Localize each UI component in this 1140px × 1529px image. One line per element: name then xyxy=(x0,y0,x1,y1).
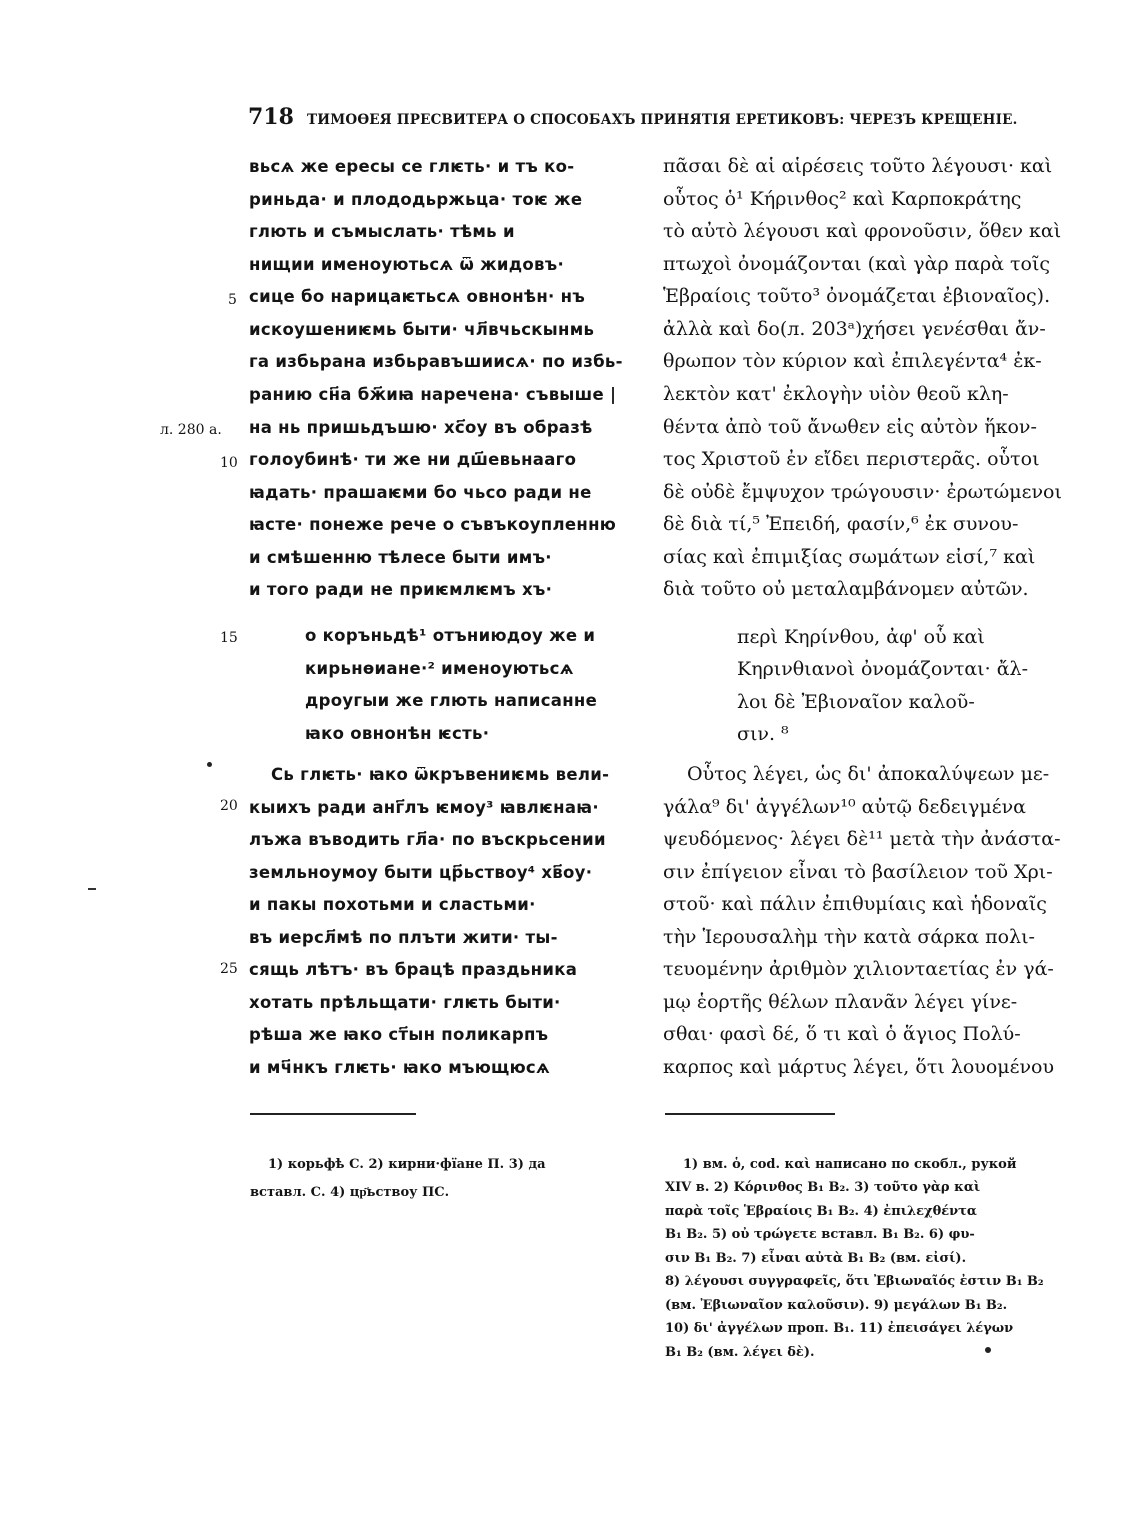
text-line: καρπος καὶ μάρτυς λέγει, ὅτι λουομένου xyxy=(663,1056,1055,1078)
text-line: рѣша же ꙗко ст҃ын поликарпъ xyxy=(249,1025,549,1044)
scan-speck xyxy=(985,1347,991,1353)
text-line: и того ради не приѥмлѥмъ хъ· xyxy=(249,580,553,599)
text-line: сящь лѣтъ· въ брацѣ праздьника xyxy=(249,960,578,979)
text-line: голоубинѣ· ти же ни дш҃евьнааго xyxy=(249,450,577,469)
footnote-line: 1) вм. ὁ, cod. καὶ написано по скобл., рукой xyxy=(683,1157,1017,1172)
text-line: нищии именоуютьсѧ ѿ жидовъ· xyxy=(249,255,565,274)
footnote-line: B₁ B₂. 5) οὐ τρώγετε вставл. B₁ B₂. 6) φυ- xyxy=(665,1227,975,1242)
text-line: вьсѧ же ересы се глѥть· и тъ ко- xyxy=(249,157,575,176)
text-line: δὲ οὐδὲ ἔμψυχον τρώγουσιν· ἐρωτώμενοι xyxy=(663,481,1062,503)
slavonic-column xyxy=(249,157,641,1077)
text-line: ꙗдать· прашаѥми бо чьсо ради не xyxy=(249,483,592,502)
text-line: риньда· и плододьржьца· тоѥ же xyxy=(249,190,583,209)
text-line: ранию сн҃а бж҃иꙗ наречена· съвыше | xyxy=(249,385,617,404)
text-line: на нь пришьдъшю· хс҃оу въ образѣ xyxy=(249,418,593,437)
indent-line: λοι δὲ Ἐβιοναῖον καλοῦ- xyxy=(737,691,975,713)
text-line: θέντα ἀπὸ τοῦ ἄνωθεν εἰς αὐτὸν ἥκον- xyxy=(663,416,1037,438)
footnote-line: вставл. С. 4) цр҃ьствоу ПС. xyxy=(250,1185,450,1200)
indent-line: о коръньдѣ¹ отъниюдоу же и xyxy=(305,626,596,645)
text-line: τὴν Ἱερουσαλὴμ τὴν κατὰ σάρκα πολι- xyxy=(663,926,1035,948)
text-line: га избьрана избьравъшиисѧ· по избь- xyxy=(249,352,623,371)
greek-column xyxy=(663,155,1063,1078)
footnote-line: 8) λέγουσι συγγραφεῖς, ὅτι Ἐβιωναῖός ἐστιν B₁ B₂ xyxy=(665,1274,1044,1289)
footnote-line: 10) δι' ἀγγέλων проп. B₁. 11) ἐπεισάγει λέγων xyxy=(665,1321,1014,1336)
text-line: искоушениѥмь быти· чл҃вчьскынмь xyxy=(249,320,595,339)
text-line: στοῦ· καὶ πάλιν ἐπιθυμίαις καὶ ἡδοναῖς xyxy=(663,893,1047,915)
footnote-line: B₁ B₂ (вм. λέγει δὲ). xyxy=(665,1345,815,1360)
text-line: τὸ αὐτὸ λέγουσι καὶ φρονοῦσιν, ὅθεν καὶ xyxy=(663,220,1062,242)
text-line: πᾶσαι δὲ αἱ αἱρέσεις τοῦτο λέγουσι· καὶ xyxy=(663,155,1053,177)
text-line: τος Χριστοῦ ἐν εἴδει περιστερᾶς. οὗτοι xyxy=(663,448,1040,470)
indent-line: ꙗко овнонѣн ѥсть· xyxy=(305,724,490,743)
footnote-line: παρὰ τοῖς Ἑβραίοις B₁ B₂. 4) ἐπιλεχθέντα xyxy=(665,1204,977,1219)
text-line: и мч҃нкъ глѥть· ꙗко мъющюсѧ xyxy=(249,1058,551,1077)
line-number: 15 xyxy=(220,630,238,646)
text-line: δὲ διὰ τί,⁵ Ἐπειδή, φασίν,⁶ ἐκ συνου- xyxy=(663,513,1019,535)
indent-line: кирьнѳиане·² именоуютьсѧ xyxy=(305,659,574,678)
text-line: и пакы похотьми и сластьми· xyxy=(249,895,536,914)
text-line: ψευδόμενος· λέγει δὲ¹¹ μετὰ τὴν ἀνάστα- xyxy=(663,828,1061,850)
indent-line: περὶ Κηρίνθου, ἀφ' οὗ καὶ xyxy=(737,626,985,648)
indent-line: дроугыи же глють написанне xyxy=(305,691,598,710)
text-line: и смѣшенню тѣлесе быти имъ· xyxy=(249,548,552,567)
running-title: ТИМОѲЕЯ ПРЕСВИТЕРА О СПОСОБАХЪ ПРИНЯТІЯ ЕРЕТИКОВЪ: ЧЕРЕЗЪ КРЕЩЕНІЕ. xyxy=(307,112,1018,128)
indent-line: Κηρινθιανοὶ ὀνομάζονται· ἄλ- xyxy=(737,658,1029,680)
text-line: πτωχοὶ ὀνομάζονται (καὶ γὰρ παρὰ τοῖς xyxy=(663,253,1051,275)
line-number: 25 xyxy=(220,961,238,977)
footnote-line: σιν B₁ B₂. 7) εἶναι αὐτὰ B₁ B₂ (вм. εἰσί). xyxy=(665,1251,967,1266)
line-number: 20 xyxy=(220,798,238,814)
text-line: Сь глѥть· ꙗко ѿкръвениѥмь вели- xyxy=(271,765,610,784)
text-line: τευομένην ἀριθμὸν χιλιονταετίας ἐν γά- xyxy=(663,958,1054,980)
text-line: глють и съмыслать· тѣмь и xyxy=(249,222,515,241)
footnote-line: 1) корьфѣ С. 2) кирни·фїане П. 3) да xyxy=(268,1157,546,1172)
text-line: Ἑβραίοις τοῦτο³ ὀνομάζεται ἐβιοναῖος). xyxy=(663,285,1051,307)
text-line: μῳ ἑορτῆς θέλων πλανᾶν λέγει γίνε- xyxy=(663,991,1018,1013)
indent-line: σιν. ⁸ xyxy=(737,723,789,745)
line-number: 10 xyxy=(220,455,238,471)
text-line: σθαι· φασὶ δέ, ὅ τι καὶ ὁ ἅγιος Πολύ- xyxy=(663,1023,1021,1045)
text-line: земльноумоу быти цр҃ьствоу⁴ хв҃оу· xyxy=(249,863,593,882)
text-line: ἀλλὰ καὶ δο(л. 203ᵃ)χήσει γενέσθαι ἄν- xyxy=(663,318,1046,340)
text-line: кыихъ ради анг҃лъ ѥмоу³ ꙗвлѥнаꙗ· xyxy=(249,798,599,817)
scan-speck xyxy=(88,888,96,890)
text-line: σιν ἐπίγειον εἶναι τὸ βασίλειον τοῦ Χρι- xyxy=(663,861,1053,883)
footnote-rule-left xyxy=(250,1113,416,1115)
text-line: ꙗсте· понеже рече о съвъкоупленню xyxy=(249,515,617,534)
text-line: сице бо нарицаѥтьсѧ овнонѣн· нъ xyxy=(249,287,586,306)
text-line: лъжа въводить гл҃а· по въскрьсении xyxy=(249,830,606,849)
text-line: θρωπον τὸν κύριον καὶ ἐπιλεγέντα⁴ ἐκ- xyxy=(663,350,1042,372)
folio-marginal-note: л. 280 а. xyxy=(160,422,222,438)
page-number: 718 xyxy=(248,104,294,130)
text-line: διὰ τοῦτο οὐ μεταλαμβάνομεν αὐτῶν. xyxy=(663,578,1029,600)
running-header xyxy=(248,104,1028,130)
text-line: γάλα⁹ δι' ἀγγέλων¹⁰ αὐτῷ δεδειγμένα xyxy=(663,796,1026,818)
footnote-rule-right xyxy=(665,1113,835,1115)
text-line: οὗτος ὁ¹ Κήρινθος² καὶ Καρποκράτης xyxy=(663,188,1022,210)
text-line: Οὗτος λέγει, ὡς δι' ἀποκαλύψεων με- xyxy=(687,763,1050,785)
scan-speck xyxy=(207,762,212,767)
footnote-line: XIV в. 2) Κόρινθος B₁ B₂. 3) τοῦτο γὰρ καὶ xyxy=(665,1180,981,1195)
footnote-line: (вм. Ἐβιωναῖον καλοῦσιν). 9) μεγάλων B₁ B₂. xyxy=(665,1298,1008,1313)
line-number: 5 xyxy=(228,292,237,308)
text-line: σίας καὶ ἐπιμιξίας σωμάτων εἰσί,⁷ καὶ xyxy=(663,546,1036,568)
text-line: хотать прѣльщати· глѥть быти· xyxy=(249,993,561,1012)
text-line: въ иерсл҃мѣ по плъти жити· ты- xyxy=(249,928,558,947)
text-line: λεκτὸν κατ' ἐκλογὴν υἱὸν θεοῦ κλη- xyxy=(663,383,1009,405)
